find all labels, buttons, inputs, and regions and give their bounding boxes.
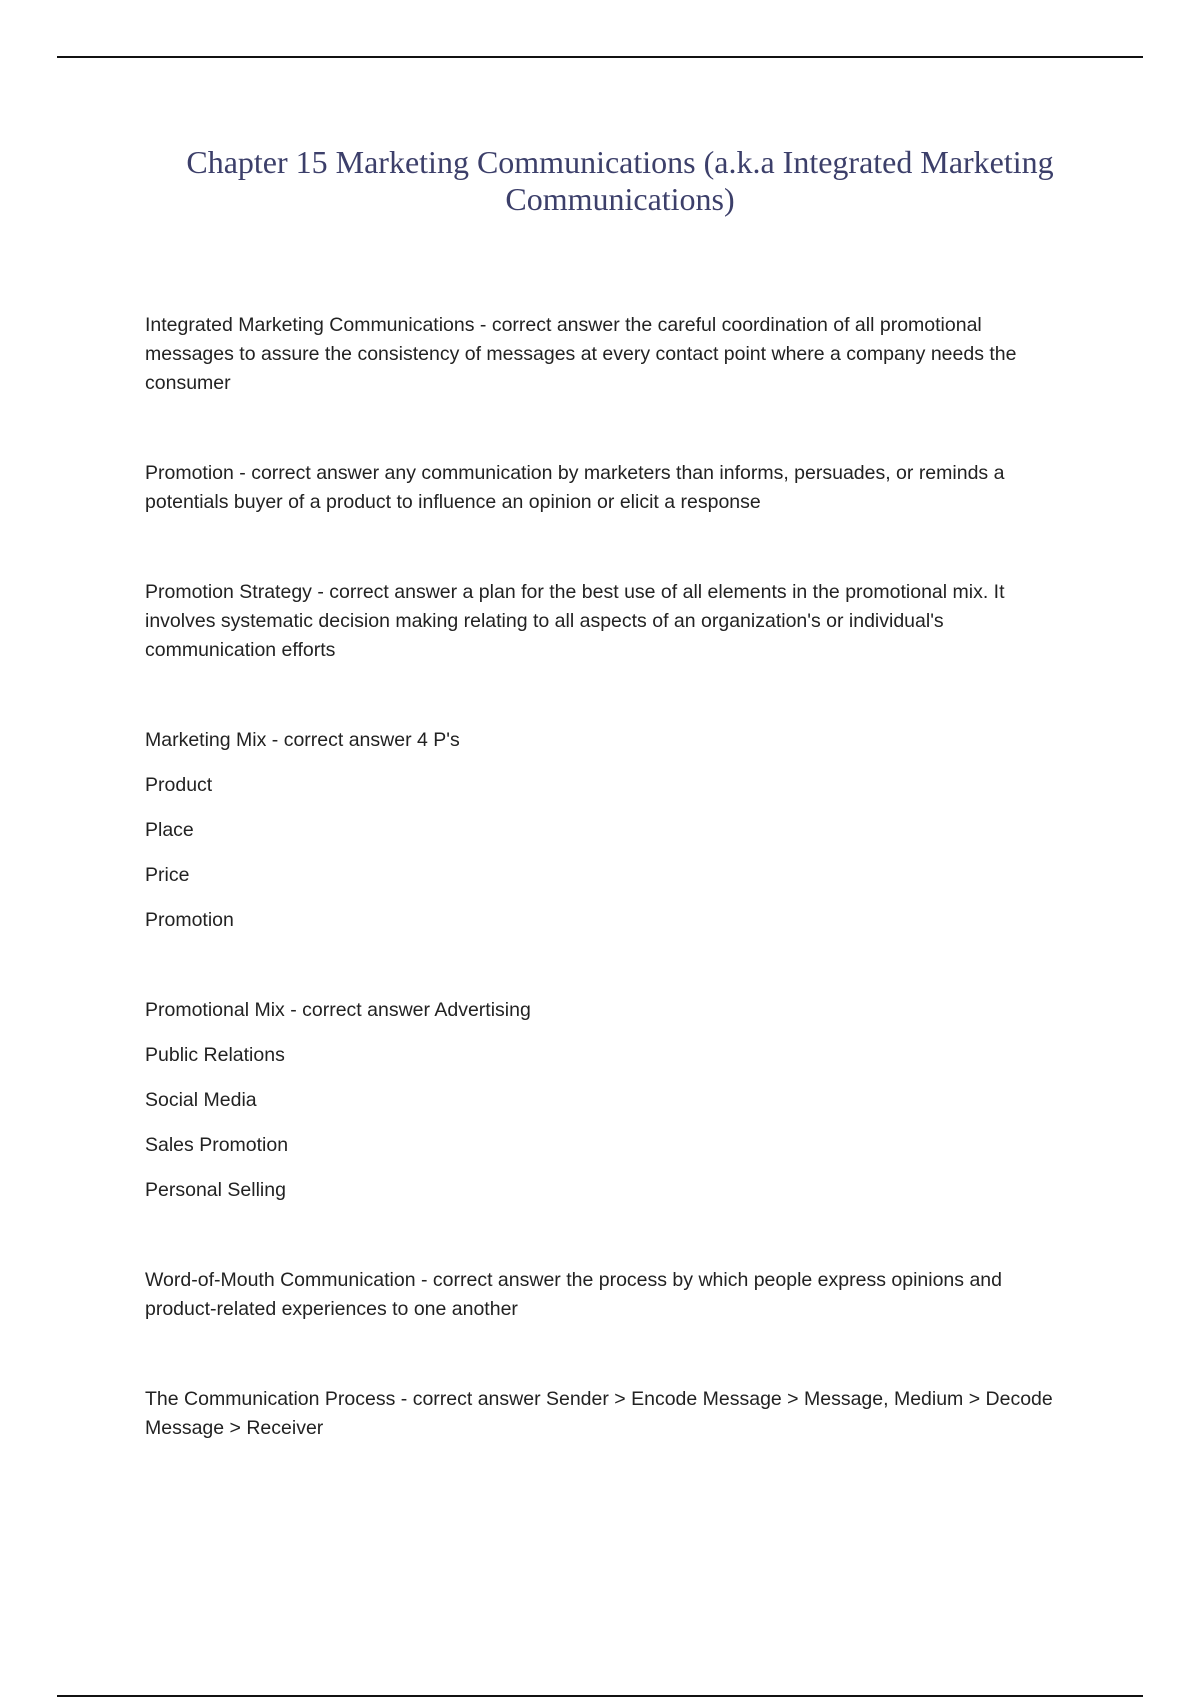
entry-communication-process — [145, 1385, 1075, 1443]
entry-separator: - correct answer — [284, 999, 435, 1021]
entry-term: Marketing Mix — [145, 729, 267, 751]
entry-answer: Sender > Encode Message > Message, Medium > Decode Message > Receiver — [145, 1388, 1053, 1439]
entry-heading-line — [145, 996, 1075, 1025]
list-item: Promotion — [145, 909, 234, 931]
entry-term: Promotion Strategy — [145, 581, 312, 603]
entry-answer: the careful coordination of all promotional messages to assure the consistency of messages at every contact point where a company needs the consumer — [145, 314, 1017, 394]
entry-separator: - correct answer — [395, 1388, 546, 1410]
list-item: Personal Selling — [145, 1179, 286, 1201]
entry-answer: 4 P's — [417, 729, 460, 751]
entry-integrated-marketing-communications — [145, 311, 1075, 398]
entry-term: Promotion — [145, 462, 234, 484]
entry-term: Integrated Marketing Communications — [145, 314, 475, 336]
entry-term: Word-of-Mouth Communication — [145, 1269, 416, 1291]
entry-marketing-mix — [145, 726, 1075, 935]
page-title: Chapter 15 Marketing Communications (a.k.a Integrated Marketing Communications) — [186, 144, 1054, 217]
entry-promotional-mix — [145, 996, 1075, 1205]
top-rule — [57, 56, 1143, 58]
entry-term: The Communication Process — [145, 1388, 396, 1410]
document-body — [145, 311, 1075, 1443]
entry-heading-line — [145, 726, 1075, 755]
entry-answer: any communication by marketers than informs, persuades, or reminds a potentials buyer of a product to influence an opinion or elicit a response — [145, 462, 1005, 513]
entry-separator: - correct answer — [233, 462, 385, 484]
list-item: Price — [145, 864, 190, 886]
entry-separator: - correct answer — [311, 581, 463, 603]
list-item: Sales Promotion — [145, 1134, 289, 1156]
entry-answer: Advertising — [434, 999, 531, 1021]
entry-word-of-mouth-communication — [145, 1266, 1075, 1324]
entry-separator: - correct answer — [266, 729, 417, 751]
entry-answer: a plan for the best use of all elements in the promotional mix. It involves systematic decision making relating to all aspects of an organization's or individual's communication efforts — [145, 581, 1005, 661]
list-item: Place — [145, 819, 194, 841]
entry-answer: the process by which people express opinions and product-related experiences to one another — [145, 1269, 1002, 1320]
list-item: Public Relations — [145, 1044, 285, 1066]
entry-separator: - correct answer — [415, 1269, 567, 1291]
entry-promotion-strategy — [145, 578, 1075, 665]
entry-promotion — [145, 459, 1075, 517]
list-item: Social Media — [145, 1089, 257, 1111]
entry-term: Promotional Mix — [145, 999, 285, 1021]
list-item: Product — [145, 774, 213, 796]
entry-separator: - correct answer — [474, 314, 626, 336]
bottom-rule — [57, 1695, 1143, 1697]
